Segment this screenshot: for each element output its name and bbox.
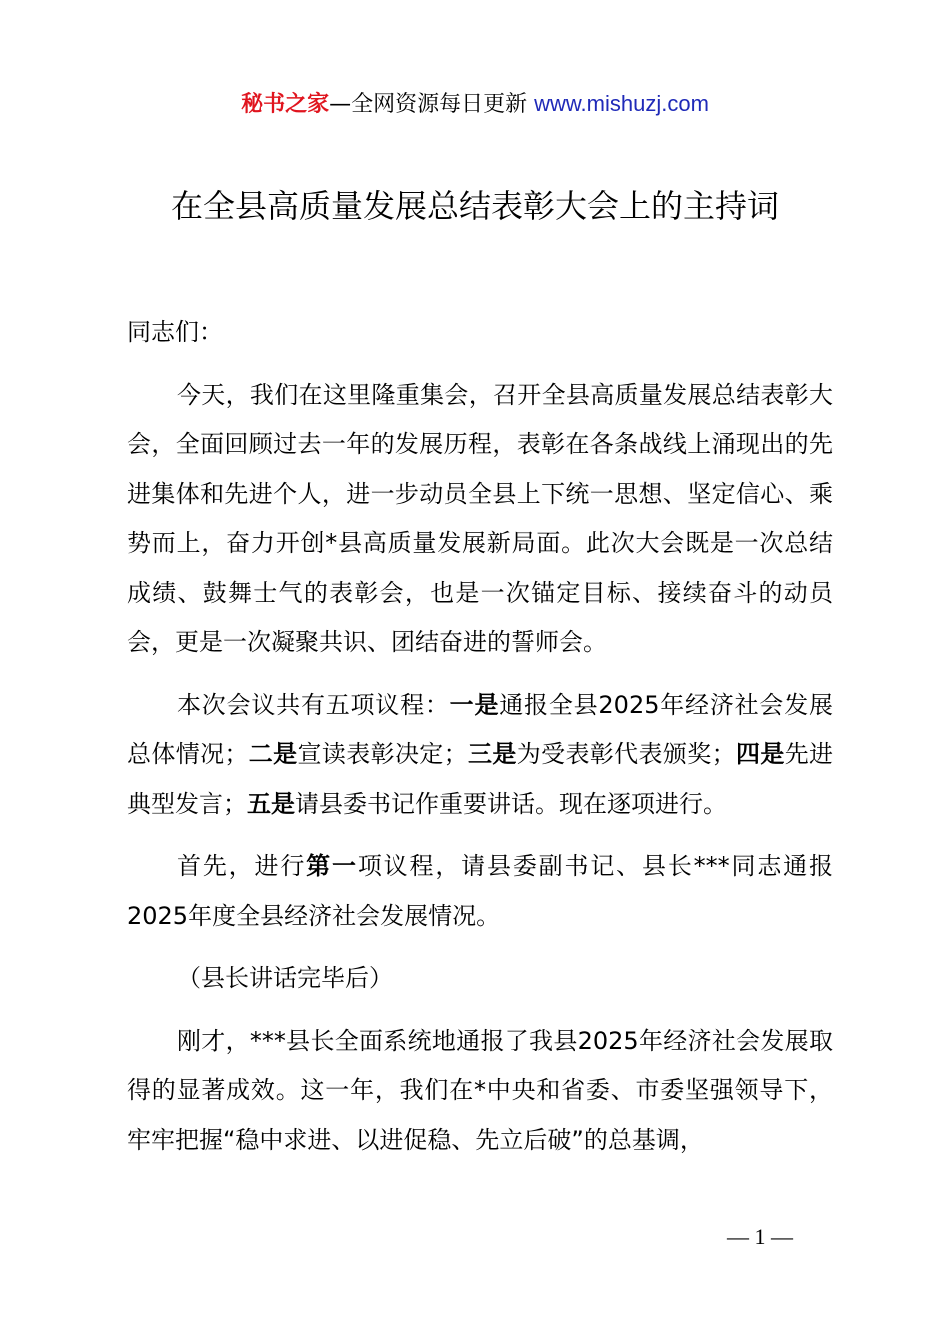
document-body (127, 308, 833, 1178)
stage-direction: （县长讲话完毕后） (177, 964, 393, 992)
site-header (0, 88, 950, 121)
agenda-item-3: 为受表彰代表颁奖； (516, 740, 736, 768)
agenda-item-3-marker: 三是 (467, 740, 517, 768)
paragraph-first-item (127, 842, 833, 941)
site-url-link[interactable]: www.mishuzj.com (534, 91, 709, 116)
agenda-item-2: 宣读表彰决定； (297, 740, 468, 768)
document-title: 在全县高质量发展总结表彰大会上的主持词 (170, 187, 779, 225)
first-item-text: 项议程，请县委副书记、县长***同志通报2025年度全县经济社会发展情况。 (127, 852, 834, 930)
agenda-item-1: 通报全县2025年经济社会发展总体情况； (127, 690, 833, 768)
agenda-intro: 本次会议共有五项议程： (177, 690, 450, 719)
agenda-item-5-marker: 五是 (247, 789, 295, 818)
agenda-item-4: 先进典型发言； (127, 740, 834, 818)
agenda-item-2-marker: 二是 (248, 740, 298, 768)
agenda-item-5: 请县委书记作重要讲话。现在逐项进行。 (295, 789, 727, 818)
paragraph-agenda (127, 681, 833, 830)
paragraph-summary: 刚才，***县长全面系统地通报了我县2025年经济社会发展取得的显著成效。这一年，我们在*中央和省委、市委坚强领导下，牢牢把握“稳中求进、以进促稳、先立后破”的总基调， (127, 1026, 833, 1154)
first-item-lead: 首先，进行 (177, 852, 307, 880)
site-slogan: —全网资源每日更新 (329, 92, 528, 117)
agenda-item-4-marker: 四是 (735, 740, 785, 768)
page-number: — 1 — (727, 1224, 793, 1249)
site-brand: 秘书之家 (241, 92, 330, 117)
first-item-marker: 第一 (306, 852, 358, 880)
agenda-item-1-marker: 一是 (449, 690, 500, 719)
paragraph-opening: 今天，我们在这里隆重集会，召开全县高质量发展总结表彰大会，全面回顾过去一年的发展历程，表彰在各条战线上涌现出的先进集体和先进个人，进一步动员全县上下统一思想、坚定信心、乘势而上，奋力开创*县高质量发展新局面。此次大会既是一次总结成绩、鼓舞士气的表彰会，也是一次锚定目标、接续奋斗的动员会，更是一次凝聚共识、团结奋进的誓师会。 (127, 380, 833, 656)
salutation: 同志们： (127, 318, 223, 346)
